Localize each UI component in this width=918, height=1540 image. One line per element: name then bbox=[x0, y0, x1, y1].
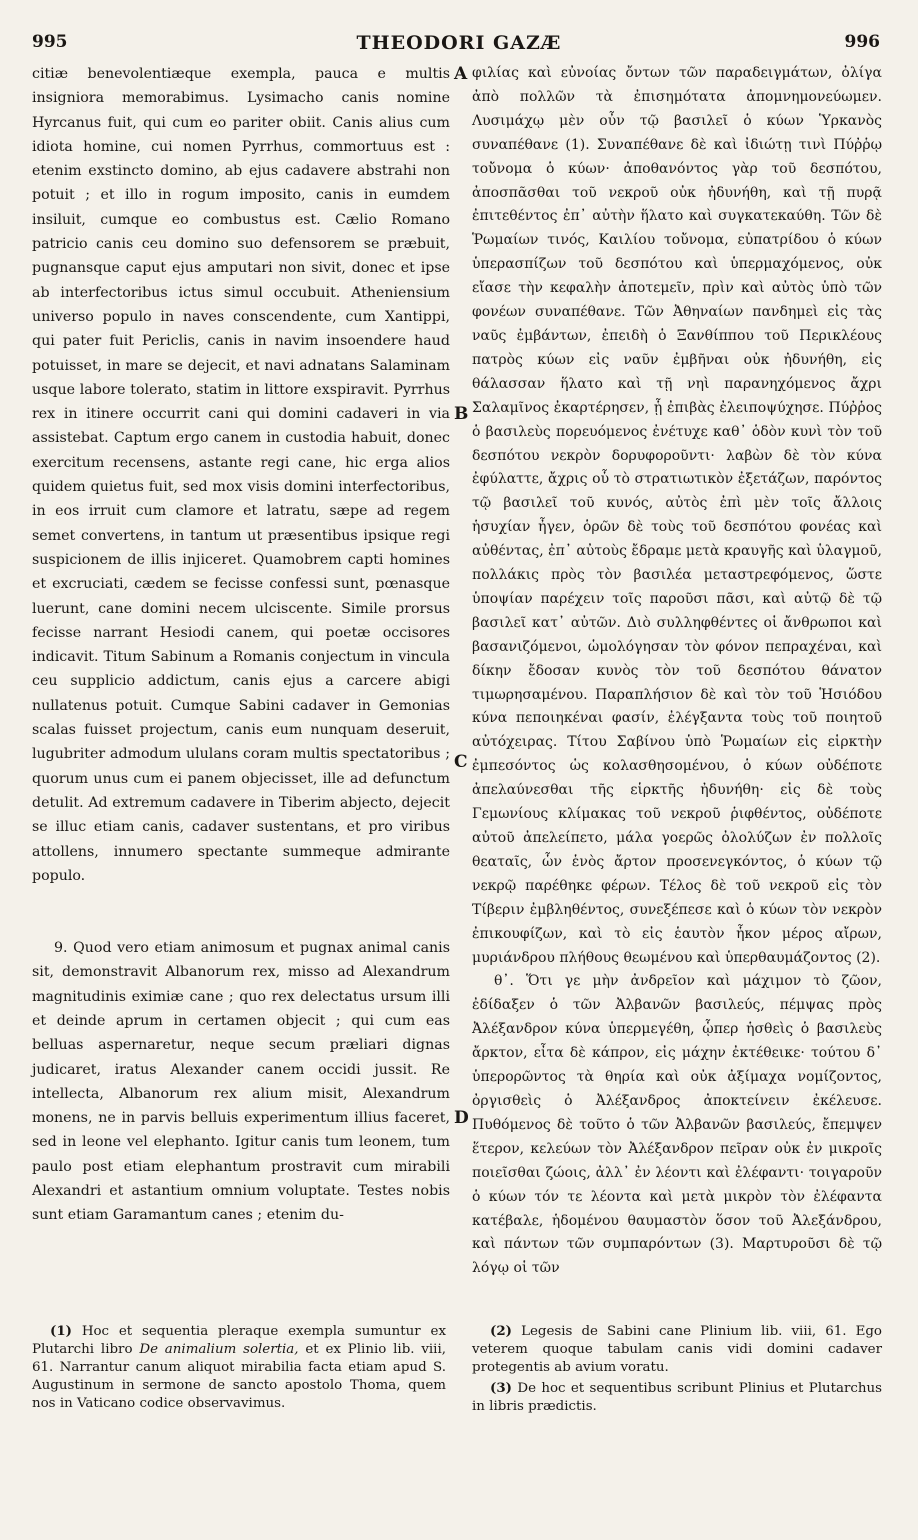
running-title: THEODORI GAZÆ bbox=[356, 32, 562, 54]
margin-marker-d: D bbox=[454, 1108, 469, 1128]
footnote-2-label: (2) bbox=[490, 1323, 512, 1339]
margin-marker-c: C bbox=[454, 752, 468, 772]
page-number-left: 995 bbox=[32, 32, 68, 52]
footnotes-left bbox=[32, 1322, 446, 1415]
footnote-3 bbox=[472, 1379, 882, 1416]
greek-paragraph-9: θ᾽. Ὅτι γε μὴν ἀνδρεῖον καὶ μάχιμον τὸ ζῶον, ἐδίδαξεν ὁ τῶν Ἀλβανῶν βασιλεύς, πέμψας πρὸς Ἀλέξανδρον κύνα ὑπερμεγέθη, ᾧπερ ἡσθεὶς ὁ βασιλεὺς ἄρκτον, εἶτα δὲ κάπρον, εἰς μάχην ἐκτέθεικε· τούτου δ᾽ ὑπερορῶντος τὰ θηρία καὶ οὐκ ἀξίμαχα νομίζοντος, ὀργισθεὶς ὁ Ἀλέξανδρος ἀποκτείνειν ἐκέλευσε. Πυθόμενος δὲ τοῦτο ὁ τῶν Ἀλβανῶν βασιλεύς, ἔπεμψεν ἕτερον, κελεύων τὸν Ἀλέξανδρον πεῖραν οὐκ ἐν μικροῖς ποιεῖσθαι ζώοις, ἀλλ᾽ ἐν λέοντι καὶ ἐλέφαντι· τοιγαροῦν ὁ κύων τόν τε λέοντα καὶ μετὰ μικρὸν τὸν ἐλέφαντα κατέβαλε, ἡδομένου θαυμαστὸν ὅσον τοῦ Ἀλεξάνδρου, καὶ πάντων τῶν συμπαρόντων (3). Μαρτυροῦσι δὲ τῷ λόγῳ οἱ τῶν bbox=[472, 973, 882, 1277]
footnote-1-title: De animalium solertia, bbox=[139, 1342, 299, 1357]
page-number-right: 996 bbox=[844, 32, 880, 52]
footnote-1-label: (1) bbox=[50, 1323, 72, 1339]
latin-paragraph-9: 9. Quod vero etiam animosum et pugnax animal canis sit, demonstravit Albanorum rex, misso ad Alexandrum magnitudinis eximiæ cane ; quo rex delectatus ursum illi et deinde aprum in certamen objecit ; qui cum eas belluas aspernaretur, neque secum præliari dignas judicaret, iratus Alexander canem occidi jussit. Re intellecta, Albanorum rex alium misit, Alexandrum monens, ne in parvis belluis experimentum illius faceret, sed in leone vel elephanto. Igitur canis tum leonem, tum paulo post etiam elephantum prostravit cum mirabili Alexandri et astantium omnium voluptate. Testes nobis sunt etiam Garamantum canes ; etenim du- bbox=[32, 940, 450, 1224]
greek-column bbox=[472, 62, 882, 1281]
footnote-1-text-a: Hoc et sequentia pleraque exempla sumuntur ex Plutarchi libro bbox=[32, 1324, 446, 1357]
footnote-2 bbox=[472, 1322, 882, 1377]
greek-paragraph-8: φιλίας καὶ εὐνοίας ὄντων τῶν παραδειγμάτων, ὀλίγα ἀπὸ πολλῶν τὰ ἐπισημότατα ἀπομνημονεύωμεν. Λυσιμάχῳ μὲν οὖν τῷ βασιλεῖ ὁ κύων Ὑρκανὸς συναπέθανε (1). Συναπέθανε δὲ καὶ ἰδιώτῃ τινὶ Πύῤῥῳ τοὔνομα ὁ κύων· ἀποθανόντος γὰρ τοῦ δεσπότου, ἀποσπᾶσθαι τοῦ νεκροῦ οὐκ ἠδυνήθη, καὶ τῇ πυρᾷ ἐπιτεθέντος ἐπ᾽ αὐτὴν ἥλατο καὶ συγκατεκαύθη. Τῶν δὲ Ῥωμαίων τινός, Καιλίου τοὔνομα, εὐπατρίδου ὁ κύων ὑπερασπίζων τοῦ δεσπότου καὶ ὑπερμαχόμενος, οὐκ εἴασε τὴν κεφαλὴν ἀποτεμεῖν, πρὶν καὶ αὐτὸς ὑπὸ τῶν φονέων συναπέθανε. Τῶν Ἀθηναίων πανδημεὶ εἰς τὰς ναῦς ἐμβάντων, ἐπειδὴ ὁ Ξανθίππου τοῦ Περικλέους πατρὸς κύων εἰς ναῦν ἐμβῆναι οὐκ ἠδυνήθη, εἰς θάλασσαν ἥλατο καὶ τῇ νηὶ παρανηχόμενος ἄχρι Σαλαμῖνος ἐκαρτέρησεν, ᾗ ἐπιβὰς ἐλειποψύχησε. Πύῤῥος ὁ βασιλεὺς πορευόμενος ἐνέτυχε καθ᾽ ὁδὸν κυνὶ τὸν τοῦ δεσπότου νεκρὸν δορυφοροῦντι· λαβὼν δὲ τὸν κύνα ἐφύλαττε, ἄχρις οὗ τὸ στρατιωτικὸν ἐξετάζων, παρόντος τῷ βασιλεῖ τοῦ κυνός, αὐτὸς ἐπὶ μὲν τοῖς ἄλλοις ἡσυχίαν ἦγεν, ὁρῶν δὲ τοὺς τοῦ δεσπότου φονέας καὶ αὐθέντας, ἐπ᾽ αὐτοὺς ἔδραμε μετὰ κραυγῆς καὶ ὑλαγμοῦ, πολλάκις πρὸς τὸν βασιλέα μεταστρεφόμενος, ὥστε ὑποψίαν παρέχειν τοῖς παροῦσι πᾶσι, καὶ αὐτῷ δὲ τῷ βασιλεῖ κατ᾽ αὐτῶν. Διὸ συλληφθέντες οἱ ἄνθρωποι καὶ βασανιζόμενοι, ὡμολόγησαν τὸν φόνον πεπραχέναι, καὶ δίκην ἔδοσαν κυνὸς τὸν τοῦ δεσπότου θάνατον τιμωρησαμένου. Παραπλήσιον δὲ καὶ τὸν τοῦ Ἡσιόδου κύνα πεποιηκέναι φασίν, ἐλέγξαντα τοὺς τοῦ ποιητοῦ αὐτόχειρας. Τίτου Σαβίνου ὑπὸ Ῥωμαίων εἰς εἱρκτὴν ἐμπεσόντος ὡς κολασθησομένου, ὁ κύων οὐδέποτε ἀπελαύνεσθαι τῆς εἱρκτῆς ἠδυνήθη· εἰς δὲ τοὺς Γεμωνίους κλίμακας τοῦ νεκροῦ ῥιφθέντος, οὐδέποτε αὐτοῦ ἀπελείπετο, μάλα γοερῶς ὀλολύζων ἐν πολλοῖς θεαταῖς, ὧν ἑνὸς ἄρτον προσενεγκόντος, ὁ κύων τῷ νεκρῷ παρέθηκε φέρων. Τέλος δὲ τοῦ νεκροῦ εἰς τὸν Τίβεριν ἐμβληθέντος, συνεξέπεσε καὶ ὁ κύων τὸν νεκρὸν ἐπικουφίζων, καὶ τὸ εἰς ἑαυτὸν ἧκον μέρος αἴρων, μυριάνδρου πλήθους θεωμένου καὶ ὑπερθαυμάζοντος (2). bbox=[472, 65, 882, 966]
margin-marker-b: B bbox=[454, 404, 469, 424]
footnote-3-label: (3) bbox=[490, 1380, 512, 1396]
footnote-2-text: Legesis de Sabini cane Plinium lib. viii, 61. Ego veterem quoque tabulam canis vidi domini cadaver protegentis ab avium voratu. bbox=[472, 1324, 882, 1375]
footnote-1 bbox=[32, 1322, 446, 1413]
latin-column bbox=[32, 62, 450, 1228]
latin-paragraph-8: citiæ benevolentiæque exempla, pauca e multis insigniora memorabimus. Lysimacho canis nomine Hyrcanus fuit, qui cum eo pariter obiit. Canis alius cum idiota homine, cui nomen Pyrrhus, commortuus est : etenim exstincto domino, ab ejus cadavere abstrahi non potuit ; et illo in rogum imposito, canis in eumdem insiluit, cumque eo combustus est. Cælio Romano patricio canis ceu domino suo defensorem se præbuit, pugnansque caput ejus amputari non sivit, donec et ipse ab interfectoribus ictus simul occubuit. Atheniensium universo populo in naves conscendente, cum Xantippi, qui pater fuit Periclis, canis in navim insoendere haud potuisset, in mare se dejecit, et navi adnatans Salaminam usque labore tolerato, statim in littore exspiravit. Pyrrhus rex in itinere occurrit cani qui domini cadaveri in via assistebat. Captum ergo canem in custodia habuit, donec exercitum recensens, astante regi cane, hic erga alios quidem quietus fuit, sed mox visis domini interfectoribus, in eos irruit cum clamore et latratu, sæpe ad regem semet convertens, in tantum ut præsentibus ipsique regi suspicionem de illis injiceret. Quamobrem capti homines et excruciati, cædem se fecisse confessi sunt, pœnasque luerunt, cane domini necem ulciscente. Simile prorsus fecisse narrant Hesiodi canem, qui poetæ occisores indicavit. Titum Sabinum a Romanis conjectum in vincula ceu supplicio addictum, canis ejus a carcere abigi nullatenus potuit. Cumque Sabini cadaver in Gemonias scalas fuisset projectum, canis eum nunquam deseruit, lugubriter admodum ululans coram multis spectatoribus ; quorum unus cum ei panem objecisset, ille ad defunctum detulit. Ad extremum cadavere in Tiberim abjecto, dejecit se illuc etiam canis, cadaver sustentans, et pro viribus attollens, innumero spectante summeque admirante populo. bbox=[32, 66, 450, 884]
footnotes-right bbox=[472, 1322, 882, 1418]
margin-marker-a: A bbox=[454, 64, 468, 84]
footnote-3-text: De hoc et sequentibus scribunt Plinius et Plutarchus in libris prædictis. bbox=[472, 1381, 882, 1414]
footnote-1-text-b: et ex Plinio lib. viii, 61. Narrantur canum aliquot mirabilia facta etiam apud S. Augustinum in sermone de sancto apostolo Thoma, quem nos in Vaticano codice observavimus. bbox=[32, 1342, 447, 1411]
